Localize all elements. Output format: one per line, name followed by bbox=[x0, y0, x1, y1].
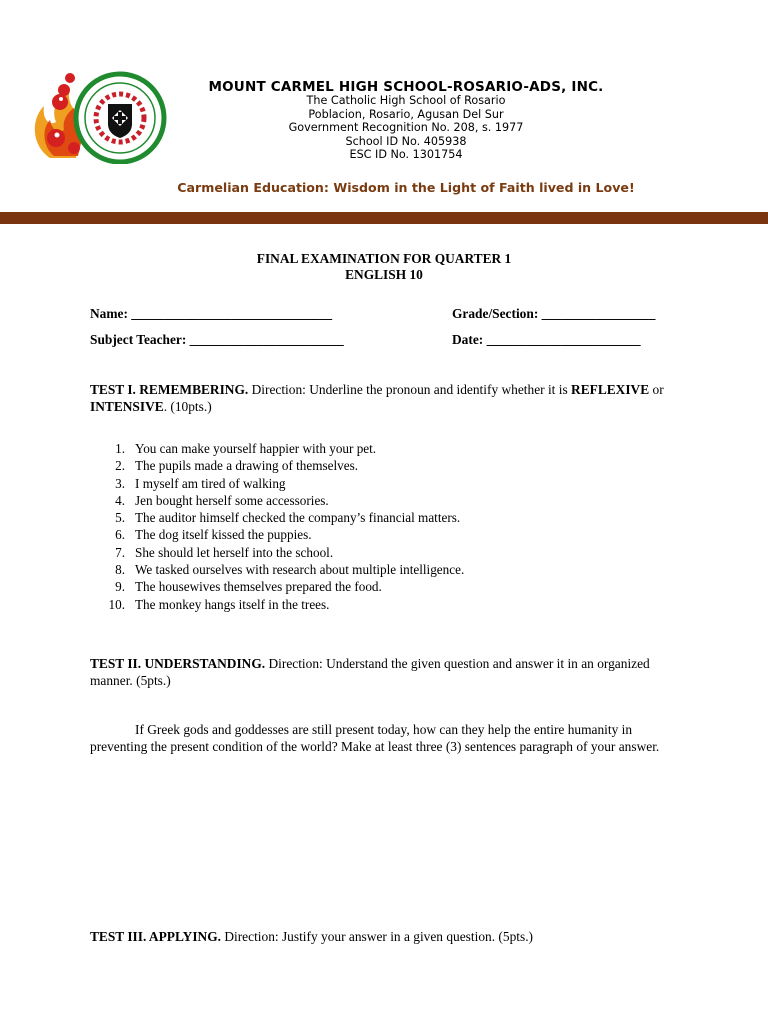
item-text: The pupils made a drawing of themselves. bbox=[135, 458, 359, 474]
test1-points: . (10pts.) bbox=[163, 399, 212, 414]
intensive-label: INTENSIVE bbox=[90, 399, 164, 414]
item-number: 2. bbox=[115, 458, 125, 474]
item-text: She should let herself into the school. bbox=[135, 544, 334, 560]
test1-direction: Direction: Underline the pronoun and identify whether it is bbox=[248, 382, 572, 397]
list-item bbox=[90, 544, 464, 561]
list-item bbox=[90, 509, 464, 526]
or-word: or bbox=[649, 382, 664, 397]
item-number: 1. bbox=[115, 441, 125, 456]
item-number: 10. bbox=[108, 596, 125, 612]
item-number: 4. bbox=[115, 492, 125, 508]
item-number: 3. bbox=[115, 475, 125, 491]
school-name: MOUNT CARMEL HIGH SCHOOL-ROSARIO-ADS, INC. bbox=[208, 79, 604, 95]
item-number: 9. bbox=[115, 579, 125, 595]
subject-teacher-field[interactable]: Subject Teacher: _______________________ bbox=[90, 332, 344, 347]
test2-instructions bbox=[90, 655, 680, 689]
item-text: You can make yourself happier with your pet. bbox=[135, 441, 377, 456]
test3-instructions bbox=[90, 928, 690, 945]
item-text: I myself am tired of walking bbox=[135, 475, 286, 491]
item-text: The housewives themselves prepared the food. bbox=[135, 579, 382, 595]
list-item bbox=[90, 561, 464, 578]
item-number: 8. bbox=[115, 562, 125, 578]
reflexive-label: REFLEXIVE bbox=[571, 382, 650, 397]
esc-id: ESC ID No. 1301754 bbox=[349, 148, 463, 161]
test2-direction: Direction: Understand the given question and answer it in an organized manner. (5pts.) bbox=[90, 656, 650, 688]
item-text: The monkey hangs itself in the trees. bbox=[135, 596, 330, 612]
grade-section-field[interactable]: Grade/Section: _________________ bbox=[452, 306, 656, 321]
list-item bbox=[90, 457, 464, 474]
date-field[interactable]: Date: _______________________ bbox=[452, 332, 641, 347]
test3-direction: Direction: Justify your answer in a given question. (5pts.) bbox=[220, 929, 534, 944]
name-field[interactable]: Name: ______________________________ bbox=[90, 306, 333, 321]
exam-subject: ENGLISH 10 bbox=[345, 267, 423, 282]
list-item bbox=[90, 596, 464, 613]
item-text: The dog itself kissed the puppies. bbox=[135, 527, 312, 543]
item-number: 7. bbox=[115, 544, 125, 560]
test3-heading: TEST III. APPLYING. bbox=[90, 929, 221, 944]
school-motto: Carmelian Education: Wisdom in the Light of Faith lived in Love! bbox=[177, 180, 635, 195]
item-number: 5. bbox=[115, 510, 125, 526]
item-text: We tasked ourselves with research about multiple intelligence. bbox=[135, 562, 465, 578]
list-item bbox=[90, 492, 464, 509]
government-recognition: Government Recognition No. 208, s. 1977 bbox=[288, 121, 524, 134]
test1-heading: TEST I. REMEMBERING. bbox=[90, 382, 249, 397]
list-item bbox=[90, 526, 464, 543]
school-id: School ID No. 405938 bbox=[345, 134, 467, 148]
list-item bbox=[90, 578, 464, 595]
exam-title: FINAL EXAMINATION FOR QUARTER 1 bbox=[256, 251, 512, 266]
test2-question: If Greek gods and goddesses are still present today, how can they help the entire humanity in preventing the present condition of the world? Make at least three (3) sentences paragraph of your answer. bbox=[90, 722, 660, 754]
school-address: Poblacion, Rosario, Agusan Del Sur bbox=[308, 107, 504, 121]
item-text: The auditor himself checked the company’s financial matters. bbox=[135, 510, 461, 526]
test1-item-list bbox=[90, 440, 464, 613]
header-divider bbox=[0, 212, 768, 224]
list-item bbox=[90, 475, 464, 492]
test1-instructions bbox=[90, 381, 690, 415]
item-text: Jen bought herself some accessories. bbox=[135, 492, 329, 508]
item-number: 6. bbox=[115, 527, 125, 543]
school-tagline: The Catholic High School of Rosario bbox=[306, 94, 506, 107]
test2-heading: TEST II. UNDERSTANDING. bbox=[90, 656, 266, 671]
list-item bbox=[90, 440, 464, 457]
